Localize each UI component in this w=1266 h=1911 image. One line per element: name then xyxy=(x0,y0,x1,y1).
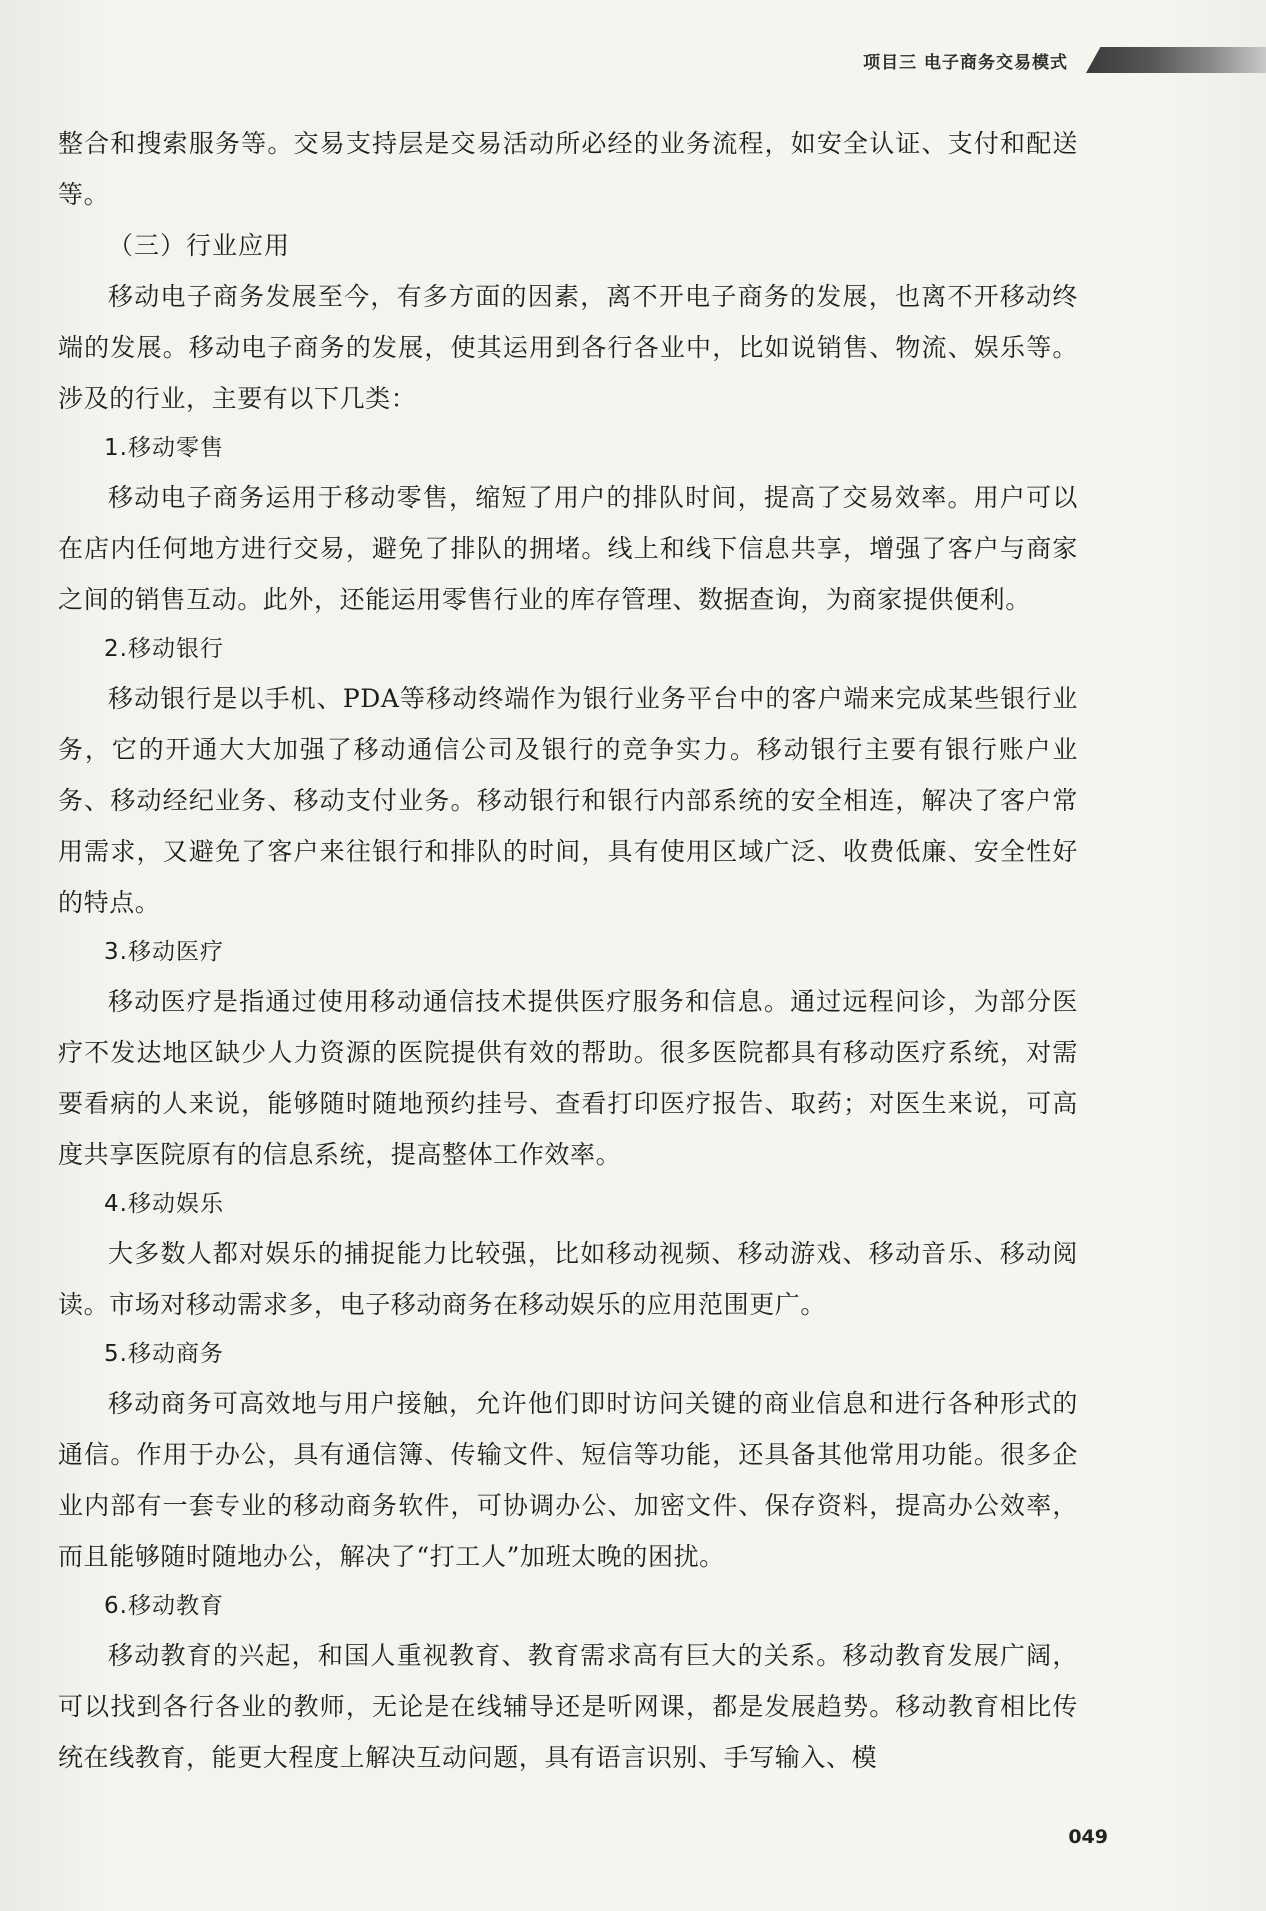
item-title-retail: 1.移动零售 xyxy=(104,435,224,461)
header-decoration-bar xyxy=(1086,47,1266,73)
page-body xyxy=(58,118,1078,1783)
item-text-retail: 移动电子商务运用于移动零售，缩短了用户的排队时间，提高了交易效率。用户可以在店内任何地方进行交易，避免了排队的拥堵。线上和线下信息共享，增强了客户与商家之间的销售互动。此外，还能运用零售行业的库存管理、数据查询，为商家提供便利。 xyxy=(58,483,1078,614)
running-header xyxy=(863,46,1266,74)
item-text-banking: 移动银行是以手机、PDA等移动终端作为银行业务平台中的客户端来完成某些银行业务，它的开通大大加强了移动通信公司及银行的竞争实力。移动银行主要有银行账户业务、移动经纪业务、移动支付业务。移动银行和银行内部系统的安全相连，解决了客户常用需求，又避免了客户来往银行和排队的时间，具有使用区域广泛、收费低廉、安全性好的特点。 xyxy=(58,684,1078,917)
item-text-entertainment: 大多数人都对娱乐的捕捉能力比较强，比如移动视频、移动游戏、移动音乐、移动阅读。市场对移动需求多，电子移动商务在移动娱乐的应用范围更广。 xyxy=(58,1239,1078,1319)
item-text-education: 移动教育的兴起，和国人重视教育、教育需求高有巨大的关系。移动教育发展广阔，可以找到各行各业的教师，无论是在线辅导还是听网课，都是发展趋势。移动教育相比传统在线教育，能更大程度上解决互动问题，具有语言识别、手写输入、模 xyxy=(58,1641,1078,1772)
item-title-education: 6.移动教育 xyxy=(104,1593,224,1619)
item-text-business: 移动商务可高效地与用户接触，允许他们即时访问关键的商业信息和进行各种形式的通信。作用于办公，具有通信簿、传输文件、短信等功能，还具备其他常用功能。很多企业内部有一套专业的移动商务软件，可协调办公、加密文件、保存资料，提高办公效率，而且能够随时随地办公，解决了“打工人”加班太晚的困扰。 xyxy=(58,1389,1078,1571)
item-text-medical: 移动医疗是指通过使用移动通信技术提供医疗服务和信息。通过远程问诊，为部分医疗不发达地区缺少人力资源的医院提供有效的帮助。很多医院都具有移动医疗系统，对需要看病的人来说，能够随时随地预约挂号、查看打印医疗报告、取药；对医生来说，可高度共享医院原有的信息系统，提高整体工作效率。 xyxy=(58,987,1078,1169)
section-intro-paragraph: 移动电子商务发展至今，有多方面的因素，离不开电子商务的发展，也离不开移动终端的发展。移动电子商务的发展，使其运用到各行各业中，比如说销售、物流、娱乐等。涉及的行业，主要有以下几类： xyxy=(58,282,1078,413)
item-title-business: 5.移动商务 xyxy=(104,1341,224,1367)
running-title: 项目三 电子商务交易模式 xyxy=(863,52,1068,73)
item-title-banking: 2.移动银行 xyxy=(104,636,224,662)
intro-tail-paragraph: 整合和搜索服务等。交易支持层是交易活动所必经的业务流程，如安全认证、支付和配送等。 xyxy=(58,129,1078,209)
section-title: （三）行业应用 xyxy=(108,231,291,260)
page-number: 049 xyxy=(1068,1826,1108,1848)
item-title-medical: 3.移动医疗 xyxy=(104,939,224,965)
item-title-entertainment: 4.移动娱乐 xyxy=(104,1191,224,1217)
